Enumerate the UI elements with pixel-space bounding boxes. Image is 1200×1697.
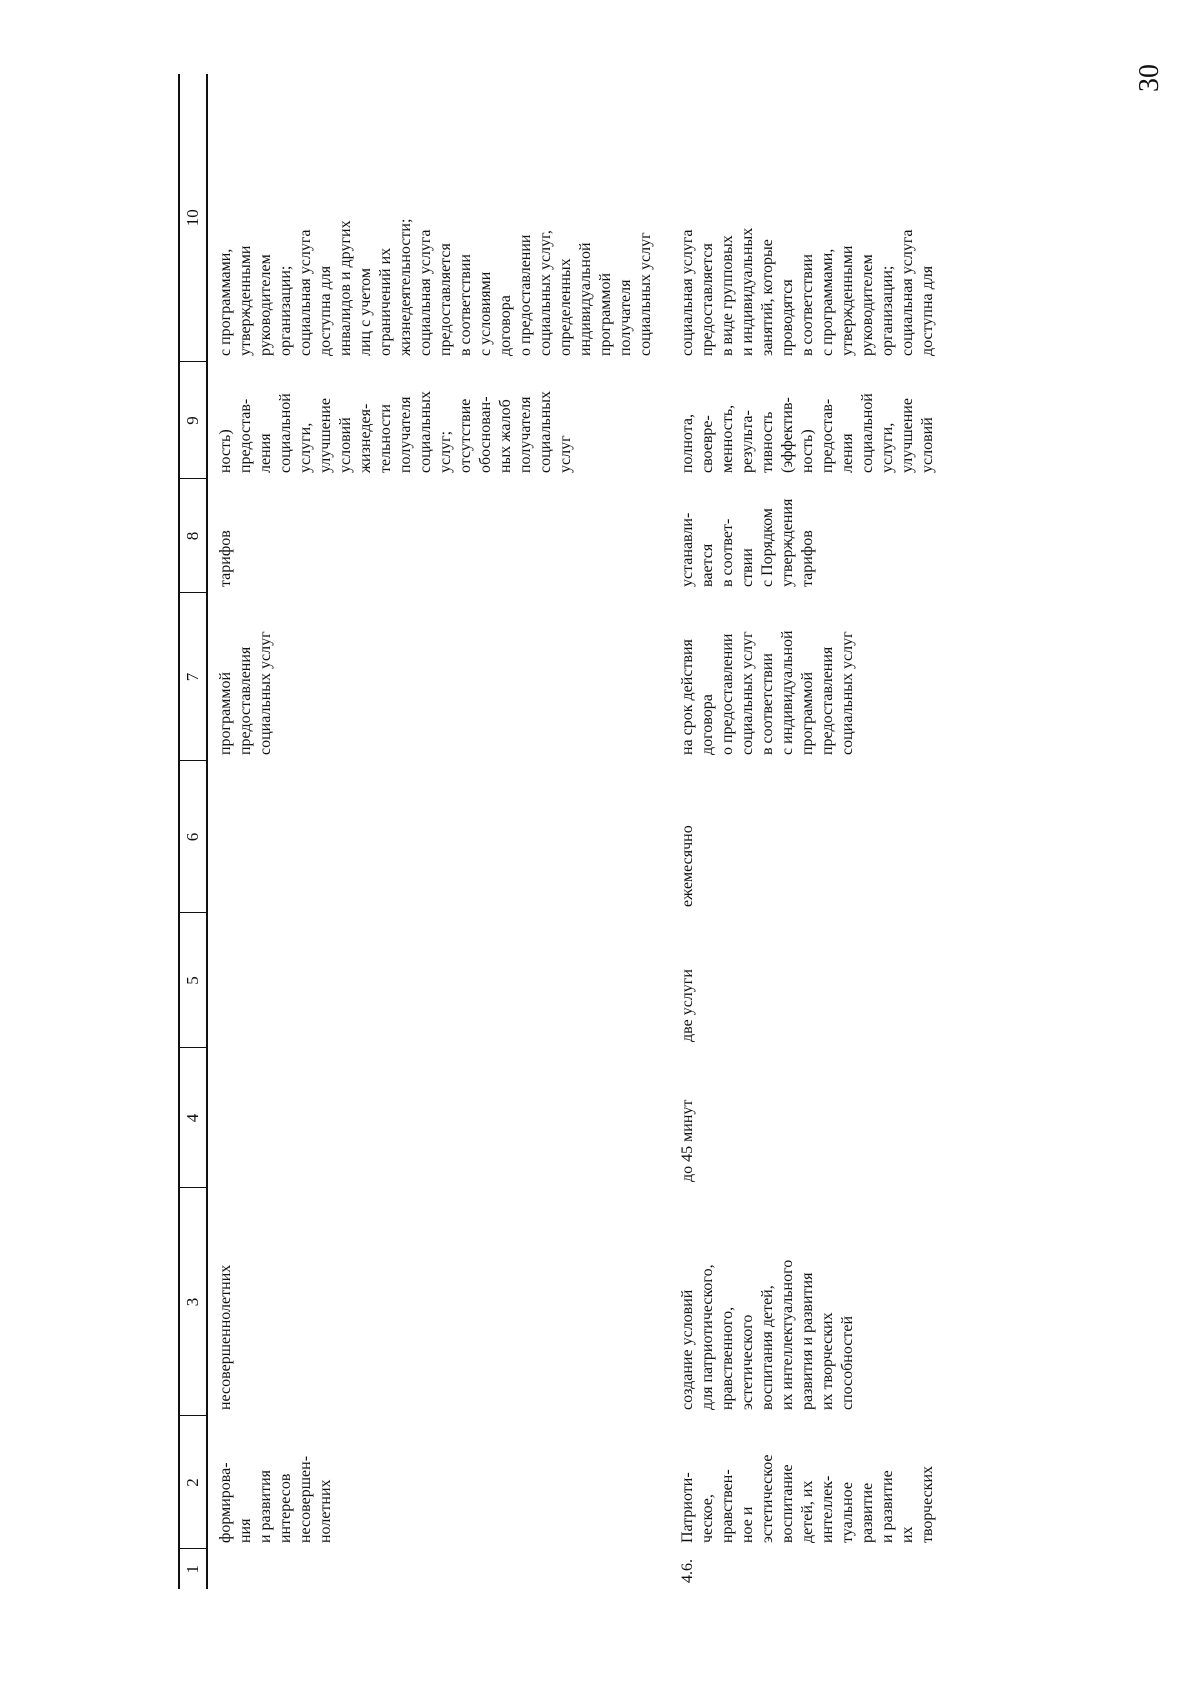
cell-line: и индивидуальных <box>739 227 756 356</box>
cell-line: о предоставлении <box>517 234 534 356</box>
cell-line: социальная услуга <box>679 229 696 356</box>
cell-line: условий <box>337 417 354 473</box>
row-number-cell <box>207 1549 656 1589</box>
cell-line: в соответствии <box>759 653 776 755</box>
cell-line: услуг <box>557 435 574 473</box>
services-table-sheet <box>178 74 938 1589</box>
cell-line: с условиями <box>477 271 494 356</box>
provision-conditions-cell <box>656 74 938 362</box>
cell-line: социальной <box>277 393 294 473</box>
cell-line: детей, их <box>799 1480 816 1543</box>
cell-line: ления <box>839 433 856 473</box>
cell-line: социальная услуга <box>417 229 434 356</box>
duration-cell <box>656 1048 938 1188</box>
cell-line: эстетического <box>739 1314 756 1410</box>
cell-line: улучшение <box>899 398 916 473</box>
cell-line: индивидуальной <box>577 242 594 356</box>
service-unit-cell <box>656 913 938 1048</box>
cell-line: предоставляется <box>437 243 454 356</box>
cell-line: вается <box>699 543 716 587</box>
cell-line: занятий, которые <box>759 239 776 356</box>
cell-line: социальной <box>859 393 876 473</box>
column-number: 9 <box>179 362 207 479</box>
cell-line: жизнедея- <box>357 403 374 473</box>
cell-line: нравствен- <box>719 1469 736 1543</box>
service-unit-cell <box>207 913 656 1048</box>
cell-line: социальная услуга <box>899 229 916 356</box>
cell-line: программой <box>217 671 234 755</box>
cell-line: ствии <box>739 548 756 587</box>
cell-line: жизнедеятельности; <box>397 218 414 356</box>
cell-line: с программами, <box>217 248 234 356</box>
column-number: 4 <box>179 1048 207 1188</box>
cell-line: ность) <box>217 429 234 473</box>
cell-line: услуг; <box>437 430 454 473</box>
term-cell <box>656 593 938 761</box>
cell-line: в виде групповых <box>719 235 736 356</box>
cell-line: устанавли- <box>679 512 696 587</box>
column-number: 3 <box>179 1188 207 1416</box>
cell-line: в соответствии <box>457 254 474 356</box>
quality-indicators-cell <box>656 362 938 479</box>
tariff-cell <box>207 479 656 593</box>
cell-line: творческих <box>919 1465 936 1543</box>
cell-line: руководителем <box>859 254 876 356</box>
cell-line: интересов <box>277 1473 294 1543</box>
service-description-cell <box>656 1188 938 1416</box>
cell-line: воспитание <box>779 1464 796 1543</box>
cell-line: их творческих <box>819 1312 836 1410</box>
cell-line: результа- <box>739 410 756 473</box>
cell-line: до 45 минут <box>679 1099 696 1182</box>
cell-line: отсутствие <box>457 398 474 473</box>
duration-cell <box>207 1048 656 1188</box>
table-row <box>207 74 656 1589</box>
cell-line: с Порядком <box>759 508 776 587</box>
cell-line: социальных услуг, <box>537 230 554 356</box>
cell-line: и развитие <box>879 1470 896 1543</box>
cell-line: в соответ- <box>719 518 736 587</box>
cell-line: получателя <box>397 396 414 473</box>
column-number: 5 <box>179 913 207 1048</box>
cell-line: Патриоти- <box>679 1472 696 1543</box>
cell-line: менность, <box>719 404 736 473</box>
cell-line: услуги, <box>297 422 314 473</box>
cell-line: ежемесячно <box>679 825 696 907</box>
cell-line: ческое, <box>699 1494 716 1543</box>
cell-line: доступна для <box>919 265 936 356</box>
cell-line: социальных услуг <box>257 631 274 755</box>
cell-line: формирова- <box>217 1462 234 1543</box>
cell-line: программой <box>597 272 614 356</box>
cell-line: предоставления <box>237 646 254 755</box>
cell-line: предостав- <box>237 398 254 473</box>
periodicity-cell <box>656 761 938 913</box>
table-row <box>656 74 938 1589</box>
cell-line: тельности <box>377 404 394 473</box>
term-cell <box>207 593 656 761</box>
cell-line: определенных <box>557 258 574 356</box>
cell-line: ность) <box>799 429 816 473</box>
column-number: 8 <box>179 479 207 593</box>
cell-line: социальных <box>417 390 434 473</box>
cell-line: доступна для <box>317 265 334 356</box>
cell-line: на срок действия <box>679 639 696 755</box>
table-body <box>207 74 938 1589</box>
cell-line: организации; <box>879 265 896 356</box>
cell-line: условий <box>919 417 936 473</box>
cell-line: улучшение <box>317 398 334 473</box>
cell-line: для патриотического, <box>699 1264 716 1410</box>
cell-line: социальная услуга <box>297 229 314 356</box>
cell-line: нравственного, <box>719 1306 736 1410</box>
cell-line: ления <box>257 433 274 473</box>
cell-line: о предоставлении <box>719 633 736 755</box>
column-number: 2 <box>179 1416 207 1549</box>
cell-line: услуги, <box>879 422 896 473</box>
cell-line: своевре- <box>699 415 716 473</box>
cell-line: предоставления <box>819 646 836 755</box>
cell-line: в соответствии <box>799 254 816 356</box>
cell-line: с индивидуальной <box>779 630 796 755</box>
cell-line: две услуги <box>679 969 696 1042</box>
cell-line: нолетних <box>317 1479 334 1543</box>
cell-line: воспитания детей, <box>759 1285 776 1410</box>
cell-line: лиц с учетом <box>357 268 374 356</box>
row-number-cell <box>656 1549 938 1589</box>
page-number: 30 <box>1134 64 1165 92</box>
cell-line: создание условий <box>679 1289 696 1410</box>
cell-line: утверждения <box>779 498 796 587</box>
service-name-cell <box>656 1416 938 1549</box>
cell-line: развитие <box>859 1482 876 1543</box>
service-description-cell <box>207 1188 656 1416</box>
cell-line: социальных услуг <box>739 631 756 755</box>
column-number: 10 <box>179 74 207 362</box>
cell-line: предоставляется <box>699 243 716 356</box>
cell-line: договора <box>699 694 716 755</box>
cell-line: развития и развития <box>799 1272 816 1410</box>
cell-line: организации; <box>277 265 294 356</box>
cell-line: социальных <box>537 390 554 473</box>
cell-line: социальных услуг <box>839 631 856 755</box>
cell-line: утвержденными <box>839 245 856 356</box>
cell-line: эстетическое <box>759 1454 776 1543</box>
cell-line: получателя <box>517 396 534 473</box>
column-number: 1 <box>179 1549 207 1589</box>
cell-line: социальных услуг <box>637 232 654 356</box>
cell-line: обоснован- <box>477 396 494 473</box>
column-number: 7 <box>179 593 207 761</box>
cell-line: программой <box>799 671 816 755</box>
cell-line: тарифов <box>217 530 234 587</box>
cell-line: предостав- <box>819 398 836 473</box>
tariff-cell <box>656 479 938 593</box>
cell-line: получателя <box>617 279 634 356</box>
quality-indicators-cell <box>207 362 656 479</box>
cell-text: 4.6. <box>679 1559 696 1583</box>
services-table <box>178 74 938 1589</box>
cell-line: тарифов <box>799 530 816 587</box>
cell-line: туальное <box>839 1482 856 1543</box>
cell-line: тивность <box>759 411 776 473</box>
cell-line: ограничений их <box>377 247 394 356</box>
cell-line: их интеллектуального <box>779 1259 796 1410</box>
cell-line: несовершен- <box>297 1455 314 1543</box>
cell-line: с программами, <box>819 248 836 356</box>
cell-line: интеллек- <box>819 1475 836 1543</box>
cell-line: (эффектив- <box>779 397 796 473</box>
cell-line: ния <box>237 1518 254 1543</box>
periodicity-cell <box>207 761 656 913</box>
provision-conditions-cell <box>207 74 656 362</box>
cell-line: договора <box>497 295 514 356</box>
cell-line: ное и <box>739 1506 756 1543</box>
cell-line: и развития <box>257 1469 274 1543</box>
cell-line: способностей <box>839 1315 856 1410</box>
cell-line: проводятся <box>779 279 796 356</box>
cell-line: инвалидов и других <box>337 220 354 356</box>
cell-line: утвержденными <box>237 245 254 356</box>
cell-line: руководителем <box>257 254 274 356</box>
column-number: 6 <box>179 761 207 913</box>
service-name-cell <box>207 1416 656 1549</box>
cell-line: ных жалоб <box>497 399 514 473</box>
column-number-row <box>179 74 207 1589</box>
cell-line: их <box>899 1526 916 1543</box>
cell-line: несовершеннолетних <box>217 1264 234 1410</box>
cell-line: полнота, <box>679 414 696 473</box>
